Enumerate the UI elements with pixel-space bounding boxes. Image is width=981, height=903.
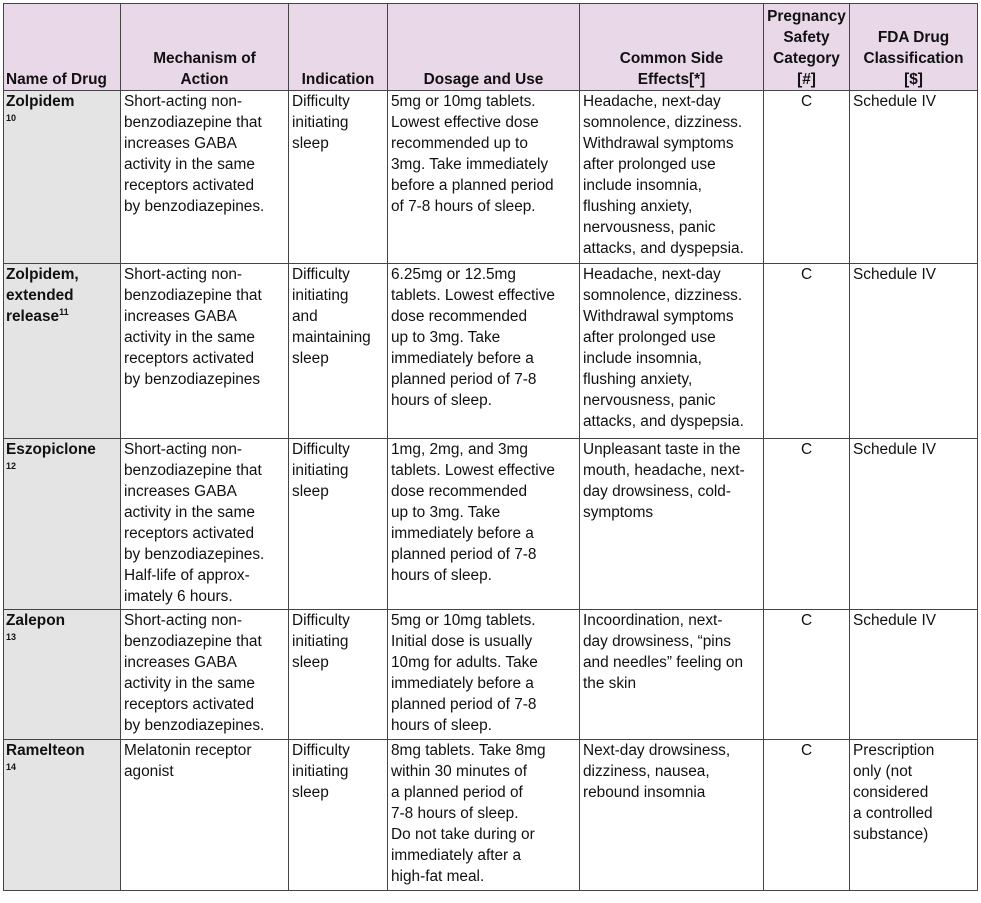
text-line: activity in the same [124,675,255,692]
fda-classification-cell [850,91,978,264]
text-line: attacks, and dyspepsia. [583,413,744,430]
text-line: by benzodiazepines [124,371,261,388]
text-line: by benzodiazepines. [124,198,265,215]
text-line: Headache, next-day [583,93,721,110]
text-line: 1mg, 2mg, and 3mg [391,441,528,458]
text-line: within 30 minutes of [391,763,528,780]
dosage-cell [388,610,580,740]
text-line: up to 3mg. Take [391,504,501,521]
text-line: a controlled [853,805,933,822]
text-line: before a planned period [391,177,554,194]
text-line: Schedule IV [853,266,936,283]
text-line: Mechanism of [153,50,256,67]
text-line: 8mg tablets. Take 8mg [391,742,546,759]
indication-cell [289,610,388,740]
side-effects-cell [580,91,764,264]
text-line: [$] [904,71,923,88]
text-line: mouth, headache, next- [583,462,745,479]
text-line: Withdrawal symptoms [583,135,734,152]
header-side-effects [580,4,764,91]
dosage-cell [388,91,580,264]
text-line: benzodiazepine that [124,287,262,304]
text-line: dose recommended [391,483,528,500]
text-line: hours of sleep. [391,392,492,409]
header-name-of-drug [4,4,121,91]
drug-name-cell [4,264,121,439]
text-line: Short-acting non- [124,612,243,629]
text-line: after prolonged use [583,329,716,346]
text-line: receptors activated [124,350,255,367]
text-line: receptors activated [124,525,255,542]
pregnancy-category-cell: C [764,264,850,439]
text-line: increases GABA [124,308,237,325]
header-fda-classification [850,4,978,91]
drug-name-cell [4,439,121,610]
table-row [4,264,978,439]
text-line: Eszopiclone [6,441,96,458]
pregnancy-category-cell: C [764,610,850,740]
text-line: the skin [583,675,637,692]
text-line: Difficulty [292,93,350,110]
text-line: Difficulty [292,266,350,283]
text-line: include insomnia, [583,177,702,194]
text-line: Schedule IV [853,612,936,629]
text-line: FDA Drug [877,29,950,46]
text-line: Safety [783,29,830,46]
dosage-cell [388,439,580,610]
text-line: imately 6 hours. [124,588,233,605]
text-line: Action [180,71,229,88]
text-line: a planned period of [391,784,523,801]
text-line: considered [853,784,929,801]
mechanism-cell [121,439,289,610]
text-line: after prolonged use [583,156,716,173]
text-line: Category [773,50,840,67]
text-line: 3mg. Take immediately [391,156,549,173]
text-line: maintaining [292,329,371,346]
text-line: Difficulty [292,742,350,759]
text-line: Prescription [853,742,935,759]
text-line: rebound insomnia [583,784,706,801]
mechanism-cell [121,610,289,740]
reference-superscript: 10 [6,112,17,123]
text-line: Lowest effective dose [391,114,539,131]
text-line: immediately before a [391,525,534,542]
text-line: initiating [292,633,349,650]
side-effects-cell [580,439,764,610]
text-line: Short-acting non- [124,93,243,110]
text-line: Do not take during or [391,826,535,843]
dosage-cell [388,740,580,891]
reference-superscript: 11 [59,306,69,317]
text-line: Half-life of approx- [124,567,250,584]
text-line: 5mg or 10mg tablets. [391,93,536,110]
side-effects-cell [580,740,764,891]
header-row [4,4,978,91]
dosage-cell [388,264,580,439]
text-line: Zalepon [6,612,65,629]
side-effects-cell [580,610,764,740]
table-row [4,740,978,891]
text-line: symptoms [583,504,654,521]
text-line: Short-acting non- [124,266,243,283]
text-line: Name of Drug [6,71,107,88]
pregnancy-category-cell: C [764,439,850,610]
text-line: include insomnia, [583,350,702,367]
text-line: Indication [301,71,375,88]
text-line: agonist [124,763,174,780]
text-line: immediately before a [391,350,534,367]
text-line: receptors activated [124,696,255,713]
text-line: dose recommended [391,308,528,325]
text-line: Schedule IV [853,93,936,110]
mechanism-cell [121,264,289,439]
text-line: initiating [292,114,349,131]
text-line: sleep [292,654,329,671]
text-line: Schedule IV [853,441,936,458]
text-line: sleep [292,784,329,801]
text-line: up to 3mg. Take [391,329,501,346]
mechanism-cell [121,91,289,264]
text-line: benzodiazepine that [124,114,262,131]
text-line: Unpleasant taste in the [583,441,741,458]
text-line: activity in the same [124,504,255,521]
fda-classification-cell [850,439,978,610]
text-line: Effects[*] [637,71,706,88]
text-line: Zolpidem [6,93,75,110]
text-line: release$^{11}$ [6,306,69,325]
indication-cell [289,740,388,891]
text-line: tablets. Lowest effective [391,287,555,304]
text-line: 6.25mg or 12.5mg [391,266,516,283]
text-line: Zolpidem, [6,266,79,283]
drug-name-cell [4,740,121,891]
text-line: of 7-8 hours of sleep. [391,198,536,215]
header-dosage [388,4,580,91]
header-pregnancy-category [764,4,850,91]
fda-classification-cell [850,740,978,891]
text-line: attacks, and dyspepsia. [583,240,744,257]
text-line: hours of sleep. [391,567,492,584]
header-indication [289,4,388,91]
indication-cell [289,439,388,610]
text-line: high-fat meal. [391,868,485,885]
text-line: flushing anxiety, [583,198,693,215]
text-line: and [292,308,318,325]
text-line: sleep [292,350,329,367]
text-line: 5mg or 10mg tablets. [391,612,536,629]
text-line: extended [6,287,74,304]
text-line: and needles” feeling on [583,654,744,671]
text-line: by benzodiazepines. [124,546,265,563]
text-line: only (not [853,763,913,780]
text-line: Ramelteon [6,742,85,759]
text-line: Headache, next-day [583,266,721,283]
text-line: Melatonin receptor [124,742,252,759]
text-line: Pregnancy [767,8,846,25]
text-line: receptors activated [124,177,255,194]
text-line: Incoordination, next- [583,612,723,629]
table-row [4,610,978,740]
text-line: day drowsiness, cold- [583,483,731,500]
text-line: activity in the same [124,156,255,173]
text-line: initiating [292,763,349,780]
text-line: Dosage and Use [423,71,544,88]
text-line: increases GABA [124,135,237,152]
text-line: benzodiazepine that [124,462,262,479]
side-effects-cell [580,264,764,439]
text-line: initiating [292,462,349,479]
drug-table [3,3,978,891]
text-line: Difficulty [292,441,350,458]
text-line: planned period of 7-8 [391,546,537,563]
table-row [4,91,978,264]
text-line: flushing anxiety, [583,371,693,388]
text-line: recommended up to [391,135,528,152]
text-line: sleep [292,135,329,152]
text-line: Common Side [619,50,724,67]
text-line: increases GABA [124,654,237,671]
text-line: sleep [292,483,329,500]
text-line: tablets. Lowest effective [391,462,555,479]
reference-superscript: 14 [6,761,17,772]
text-line: immediately after a [391,847,522,864]
text-line: hours of sleep. [391,717,492,734]
text-line: Withdrawal symptoms [583,308,734,325]
text-line: initiating [292,287,349,304]
text-line: Classification [863,50,964,67]
text-line: planned period of 7-8 [391,371,537,388]
text-line: Initial dose is usually [391,633,533,650]
text-line: Short-acting non- [124,441,243,458]
text-line: [#] [797,71,816,88]
header-mechanism [121,4,289,91]
text-line: benzodiazepine that [124,633,262,650]
drug-name-cell [4,91,121,264]
table-row [4,439,978,610]
text-line: nervousness, panic [583,392,716,409]
pregnancy-category-cell: C [764,740,850,891]
text-line: dizziness, nausea, [583,763,710,780]
text-line: immediately before a [391,675,534,692]
indication-cell [289,91,388,264]
text-line: 10mg for adults. Take [391,654,538,671]
text-line: planned period of 7-8 [391,696,537,713]
text-line: Difficulty [292,612,350,629]
mechanism-cell [121,740,289,891]
text-line: by benzodiazepines. [124,717,265,734]
text-line: nervousness, panic [583,219,716,236]
text-line: 7-8 hours of sleep. [391,805,519,822]
pregnancy-category-cell: C [764,91,850,264]
reference-superscript: 12 [6,460,17,471]
drug-name-cell [4,610,121,740]
indication-cell [289,264,388,439]
text-line: Next-day drowsiness, [583,742,731,759]
text-line: increases GABA [124,483,237,500]
fda-classification-cell [850,264,978,439]
text-line: somnolence, dizziness. [583,114,743,131]
text-line: substance) [853,826,929,843]
text-line: somnolence, dizziness. [583,287,743,304]
text-line: day drowsiness, “pins [583,633,731,650]
text-line: activity in the same [124,329,255,346]
fda-classification-cell [850,610,978,740]
reference-superscript: 13 [6,631,17,642]
